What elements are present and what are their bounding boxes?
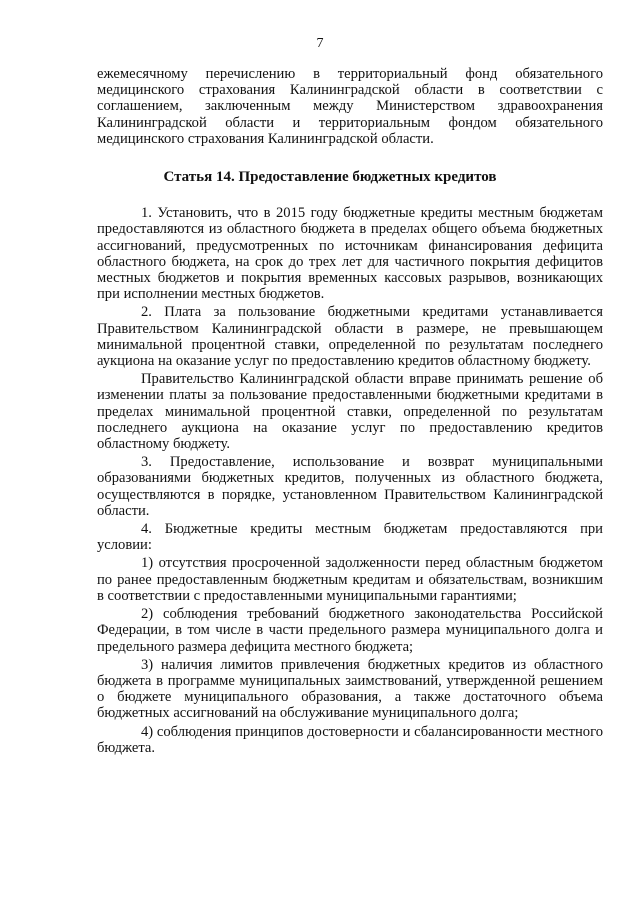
article-title: Статья 14. Предоставление бюджетных кредитов: [163, 169, 497, 186]
condition-3: 3) наличия лимитов привлечения бюджетных кредитов из областного бюджета в программе муниципальных заимствований, утвержденной решением о бюджете муниципального образования, а также достаточного объема бюджетных ассигнований на обслуживание муниципального долга;: [97, 656, 603, 722]
intro-paragraph: ежемесячному перечислению в территориальный фонд обязательного медицинского страхования Калининградской области в соответствии с соглашением, заключенным между Министерством здравоохранения Калининградской области и территориальным фондом обязательного медицинского страхования Калининградской области.: [97, 66, 603, 147]
paragraph-2-continuation: Правительство Калининградской области вправе принимать решение об изменении платы за пользование предоставленными бюджетными кредитами в пределах минимальной процентной ставки, определенной по результатам последнего аукциона на оказание услуг по предоставлению кредитов областному бюджету.: [97, 371, 603, 453]
paragraph-2: 2. Плата за пользование бюджетными кредитами устанавливается Правительством Калининградской области в размере, не превышающем минимальной процентной ставки, определенной по результатам последнего аукциона на оказание услуг по предоставлению кредитов областному бюджету.: [97, 304, 603, 370]
paragraph-3: 3. Предоставление, использование и возврат муниципальными образованиями бюджетных кредитов, полученных из областного бюджета, осуществляются в порядке, установленном Правительством Калининградской области.: [97, 454, 603, 519]
paragraph-1: 1. Установить, что в 2015 году бюджетные кредиты местным бюджетам предоставляются из областного бюджета в пределах общего объема бюджетных ассигнований, предусмотренных по источникам финансирования дефицита областного бюджета, на срок до трех лет для частичного покрытия дефицитов местных бюджетов и покрытия временных кассовых разрывов, возникающих при исполнении местных бюджетов.: [97, 205, 603, 303]
page-number: 7: [316, 36, 324, 51]
paragraph-4: 4. Бюджетные кредиты местным бюджетам предоставляются при условии:: [97, 521, 603, 554]
condition-4: 4) соблюдения принципов достоверности и сбалансированности местного бюджета.: [97, 723, 603, 756]
condition-2: 2) соблюдения требований бюджетного законодательства Российской Федерации, в том числе в части предельного размера муниципального долга и предельного размера дефицита местного бюджета;: [97, 606, 603, 655]
document-body: [97, 66, 603, 756]
condition-1: 1) отсутствия просроченной задолженности перед областным бюджетом по ранее предоставленным бюджетным кредитам и обязательствам, возникшим в соответствии с предоставленными муниципальными гарантиями;: [97, 555, 603, 604]
